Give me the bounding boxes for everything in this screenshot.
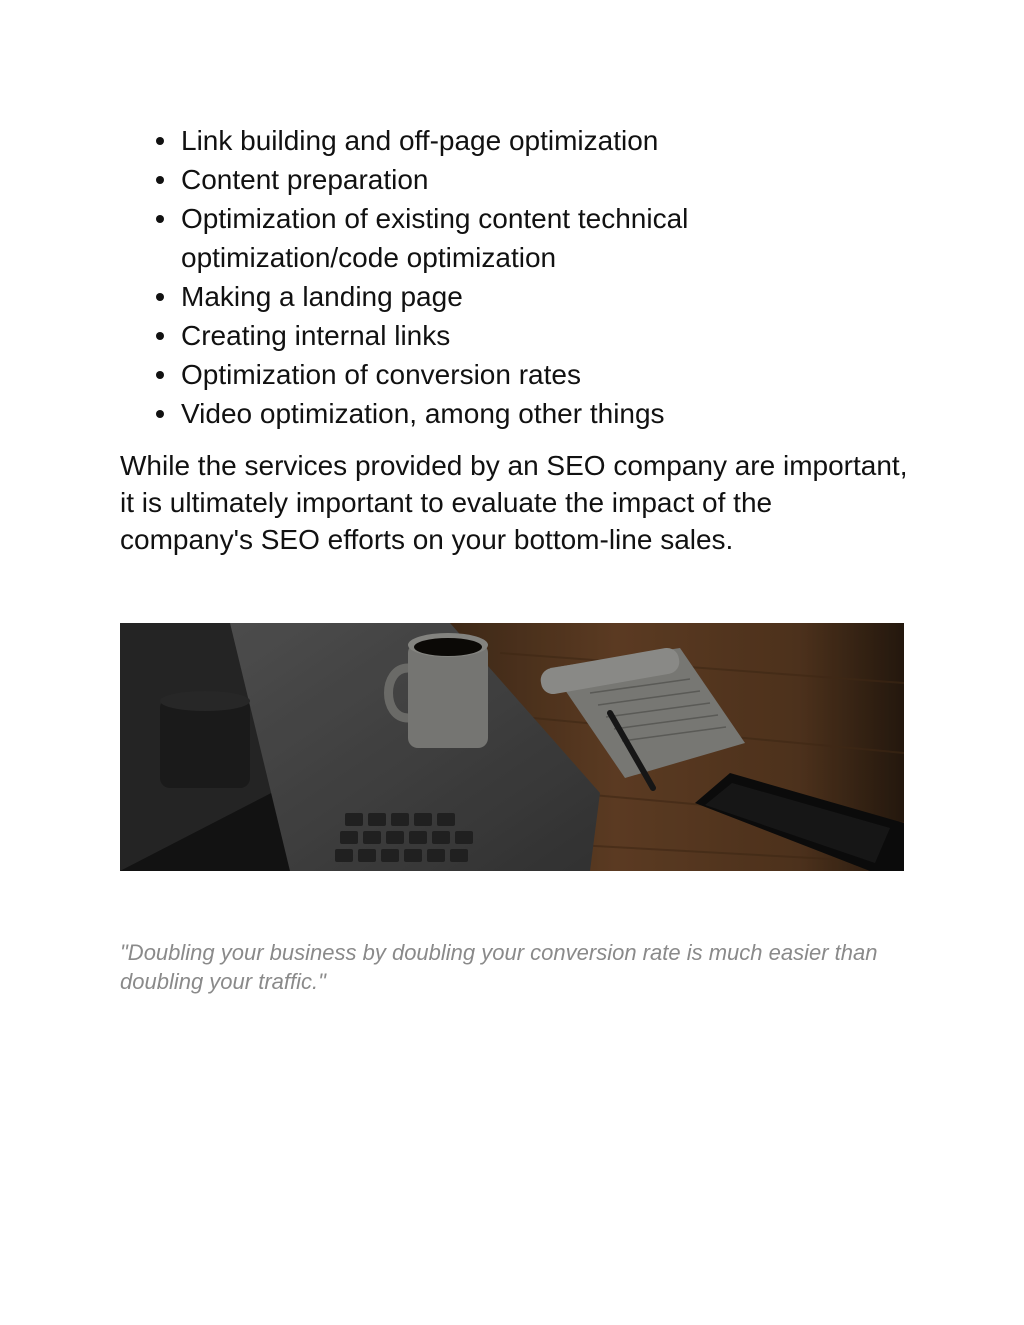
bullet-icon: [156, 137, 164, 145]
services-list: [120, 121, 910, 433]
list-item: [120, 355, 910, 394]
list-item-text: Video optimization, among other things: [181, 398, 665, 429]
list-item: [120, 277, 910, 316]
bullet-icon: [156, 176, 164, 184]
list-item-text: Creating internal links: [181, 320, 451, 351]
list-item-text: Optimization of existing content technical optimization/code optimization: [181, 203, 689, 273]
bullet-icon: [156, 293, 164, 301]
list-item: [120, 160, 910, 199]
list-item: [120, 199, 910, 277]
bullet-icon: [156, 371, 164, 379]
quote-text: "Doubling your business by doubling your conversion rate is much easier than doubling your traffic.": [120, 940, 878, 994]
list-item-text: Making a landing page: [181, 281, 463, 312]
list-item-text: Link building and off-page optimization: [181, 125, 659, 156]
list-item-text: Optimization of conversion rates: [181, 359, 581, 390]
list-item: [120, 394, 910, 433]
bullet-icon: [156, 332, 164, 340]
desk-photo: [120, 623, 904, 871]
list-item-text: Content preparation: [181, 164, 429, 195]
list-item: [120, 316, 910, 355]
body-paragraph: While the services provided by an SEO company are important, it is ultimately important to evaluate the impact of the company's SEO efforts on your bottom-line sales.: [120, 450, 908, 555]
list-item: [120, 121, 910, 160]
bullet-icon: [156, 215, 164, 223]
bullet-icon: [156, 410, 164, 418]
desk-photo-illustration: [120, 623, 904, 871]
